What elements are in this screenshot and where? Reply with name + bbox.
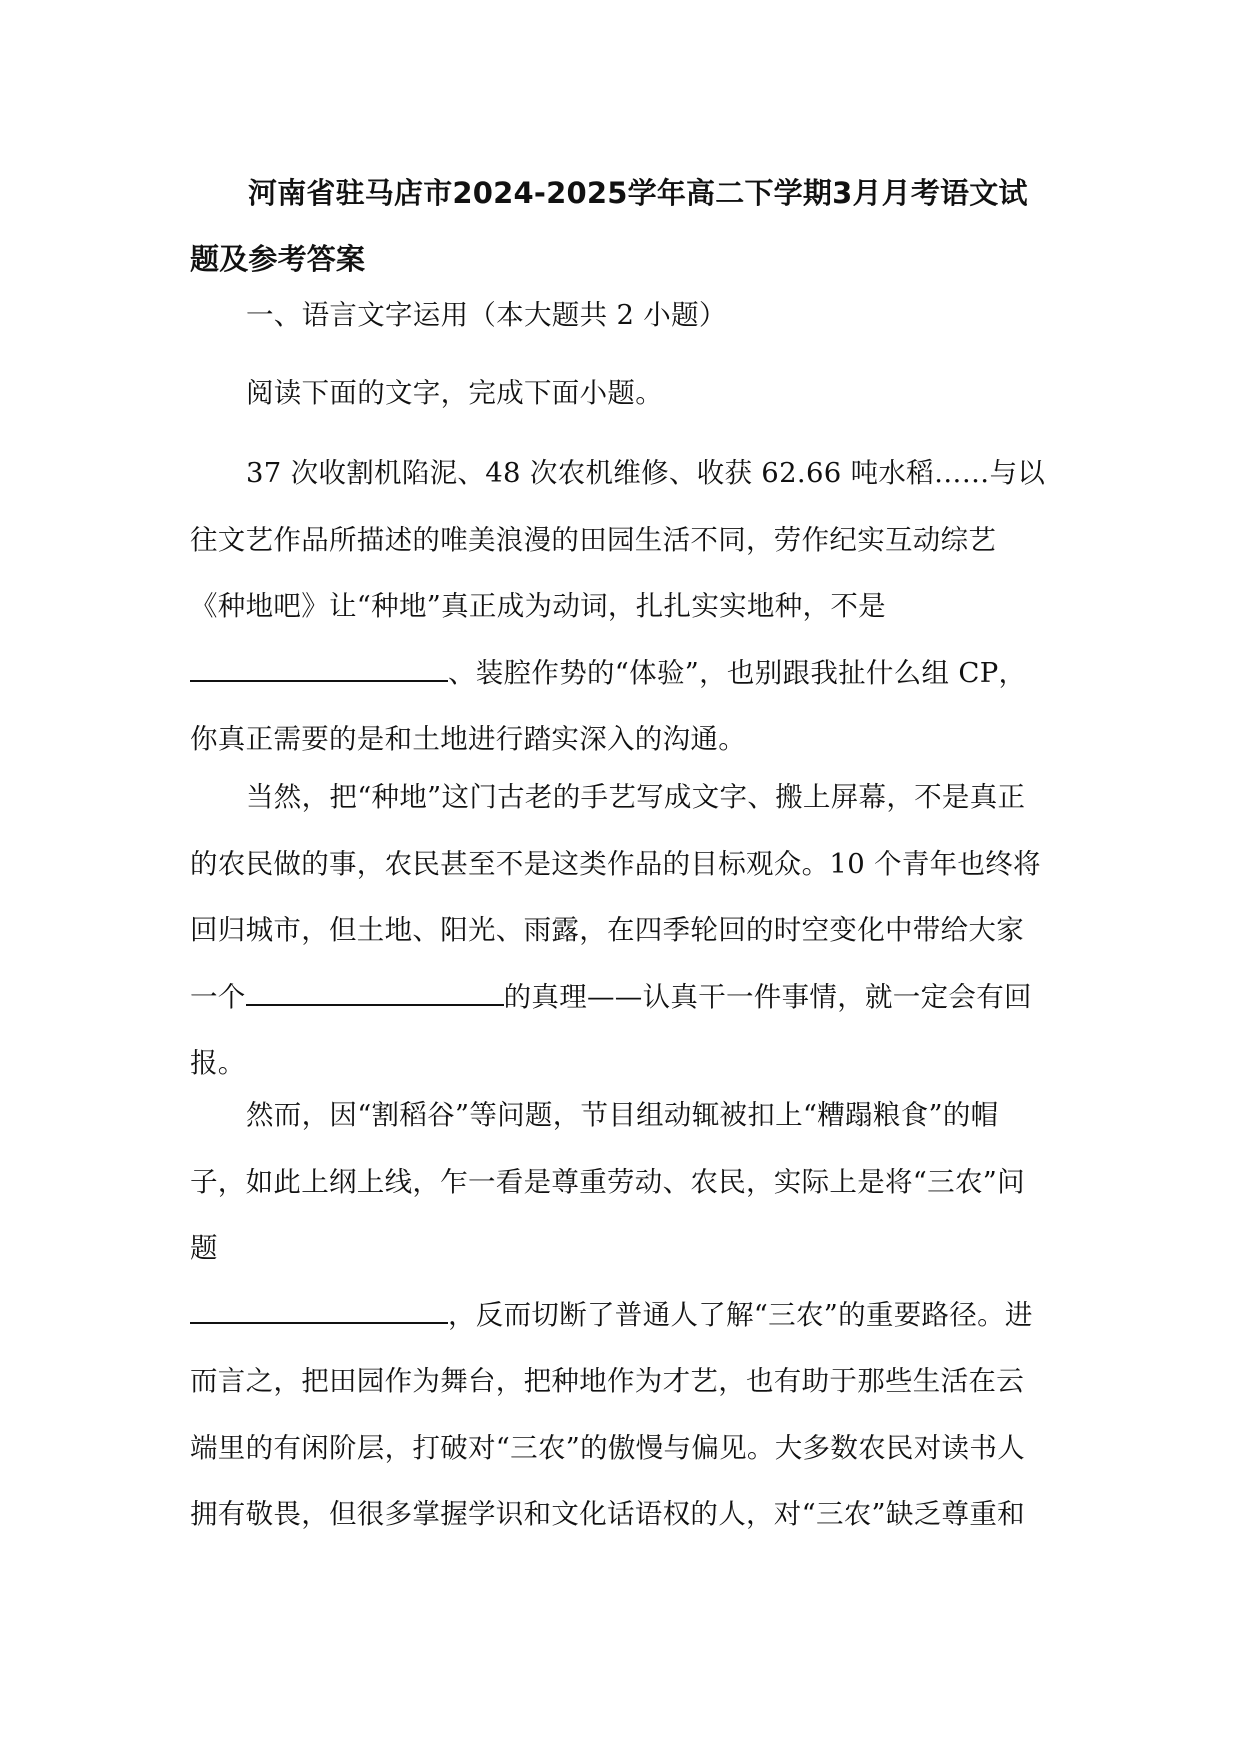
paragraph-1-text-before: 37 次收割机陷泥、48 次农机维修、收获 62.66 吨水稻……与以往文艺作品所描述的唯美浪漫的田园生活不同，劳作纪实互动综艺《种地吧》让“种地”真正成为动词，扎扎实实地种，不是: [190, 457, 1046, 622]
document-title: 河南省驻马店市2024-2025学年高二下学期3月月考语文试题及参考答案: [190, 176, 1028, 276]
fill-in-blank-3[interactable]: [190, 1292, 448, 1324]
fill-in-blank-1[interactable]: [190, 650, 448, 682]
paragraph-2-text-before: 当然，把“种地”这门古老的手艺写成文字、搬上屏幕，不是真正的农民做的事，农民甚至不是这类作品的目标观众。10 个青年也终将回归城市，但土地、阳光、雨露，在四季轮回的时空变化中带给大家一个: [190, 781, 1041, 1013]
paragraph-2-text-after: 的真理——认真干一件事情，就一定会有回报。: [190, 980, 1032, 1079]
passage-paragraph-2: [190, 764, 1050, 1097]
reading-instruction: 阅读下面的文字，完成下面小题。: [246, 377, 663, 409]
fill-in-blank-2[interactable]: [246, 974, 504, 1006]
paragraph-3-text-before: 然而，因“割稻谷”等问题，节目组动辄被扣上“糟蹋粮食”的帽子，如此上纲上线，乍一看是尊重劳动、农民，实际上是将“三农”问题: [190, 1099, 1025, 1264]
passage-paragraph-3: [190, 1082, 1050, 1548]
paragraph-3-text-after: ，反而切断了普通人了解“三农”的重要路径。进而言之，把田园作为舞台，把种地作为才艺，也有助于那些生活在云端里的有闲阶层，打破对“三农”的傲慢与偏见。大多数农民对读书人拥有敬畏，但很多掌握学识和文化话语权的人，对“三农”缺乏尊重和: [190, 1298, 1033, 1530]
paragraph-1-text-after: 、装腔作势的“体验”，也别跟我扯什么组 CP，你真正需要的是和土地进行踏实深入的沟通。: [190, 656, 1027, 755]
passage-paragraph-1: [190, 440, 1050, 773]
section-heading: 一、语言文字运用（本大题共 2 小题）: [246, 299, 727, 331]
